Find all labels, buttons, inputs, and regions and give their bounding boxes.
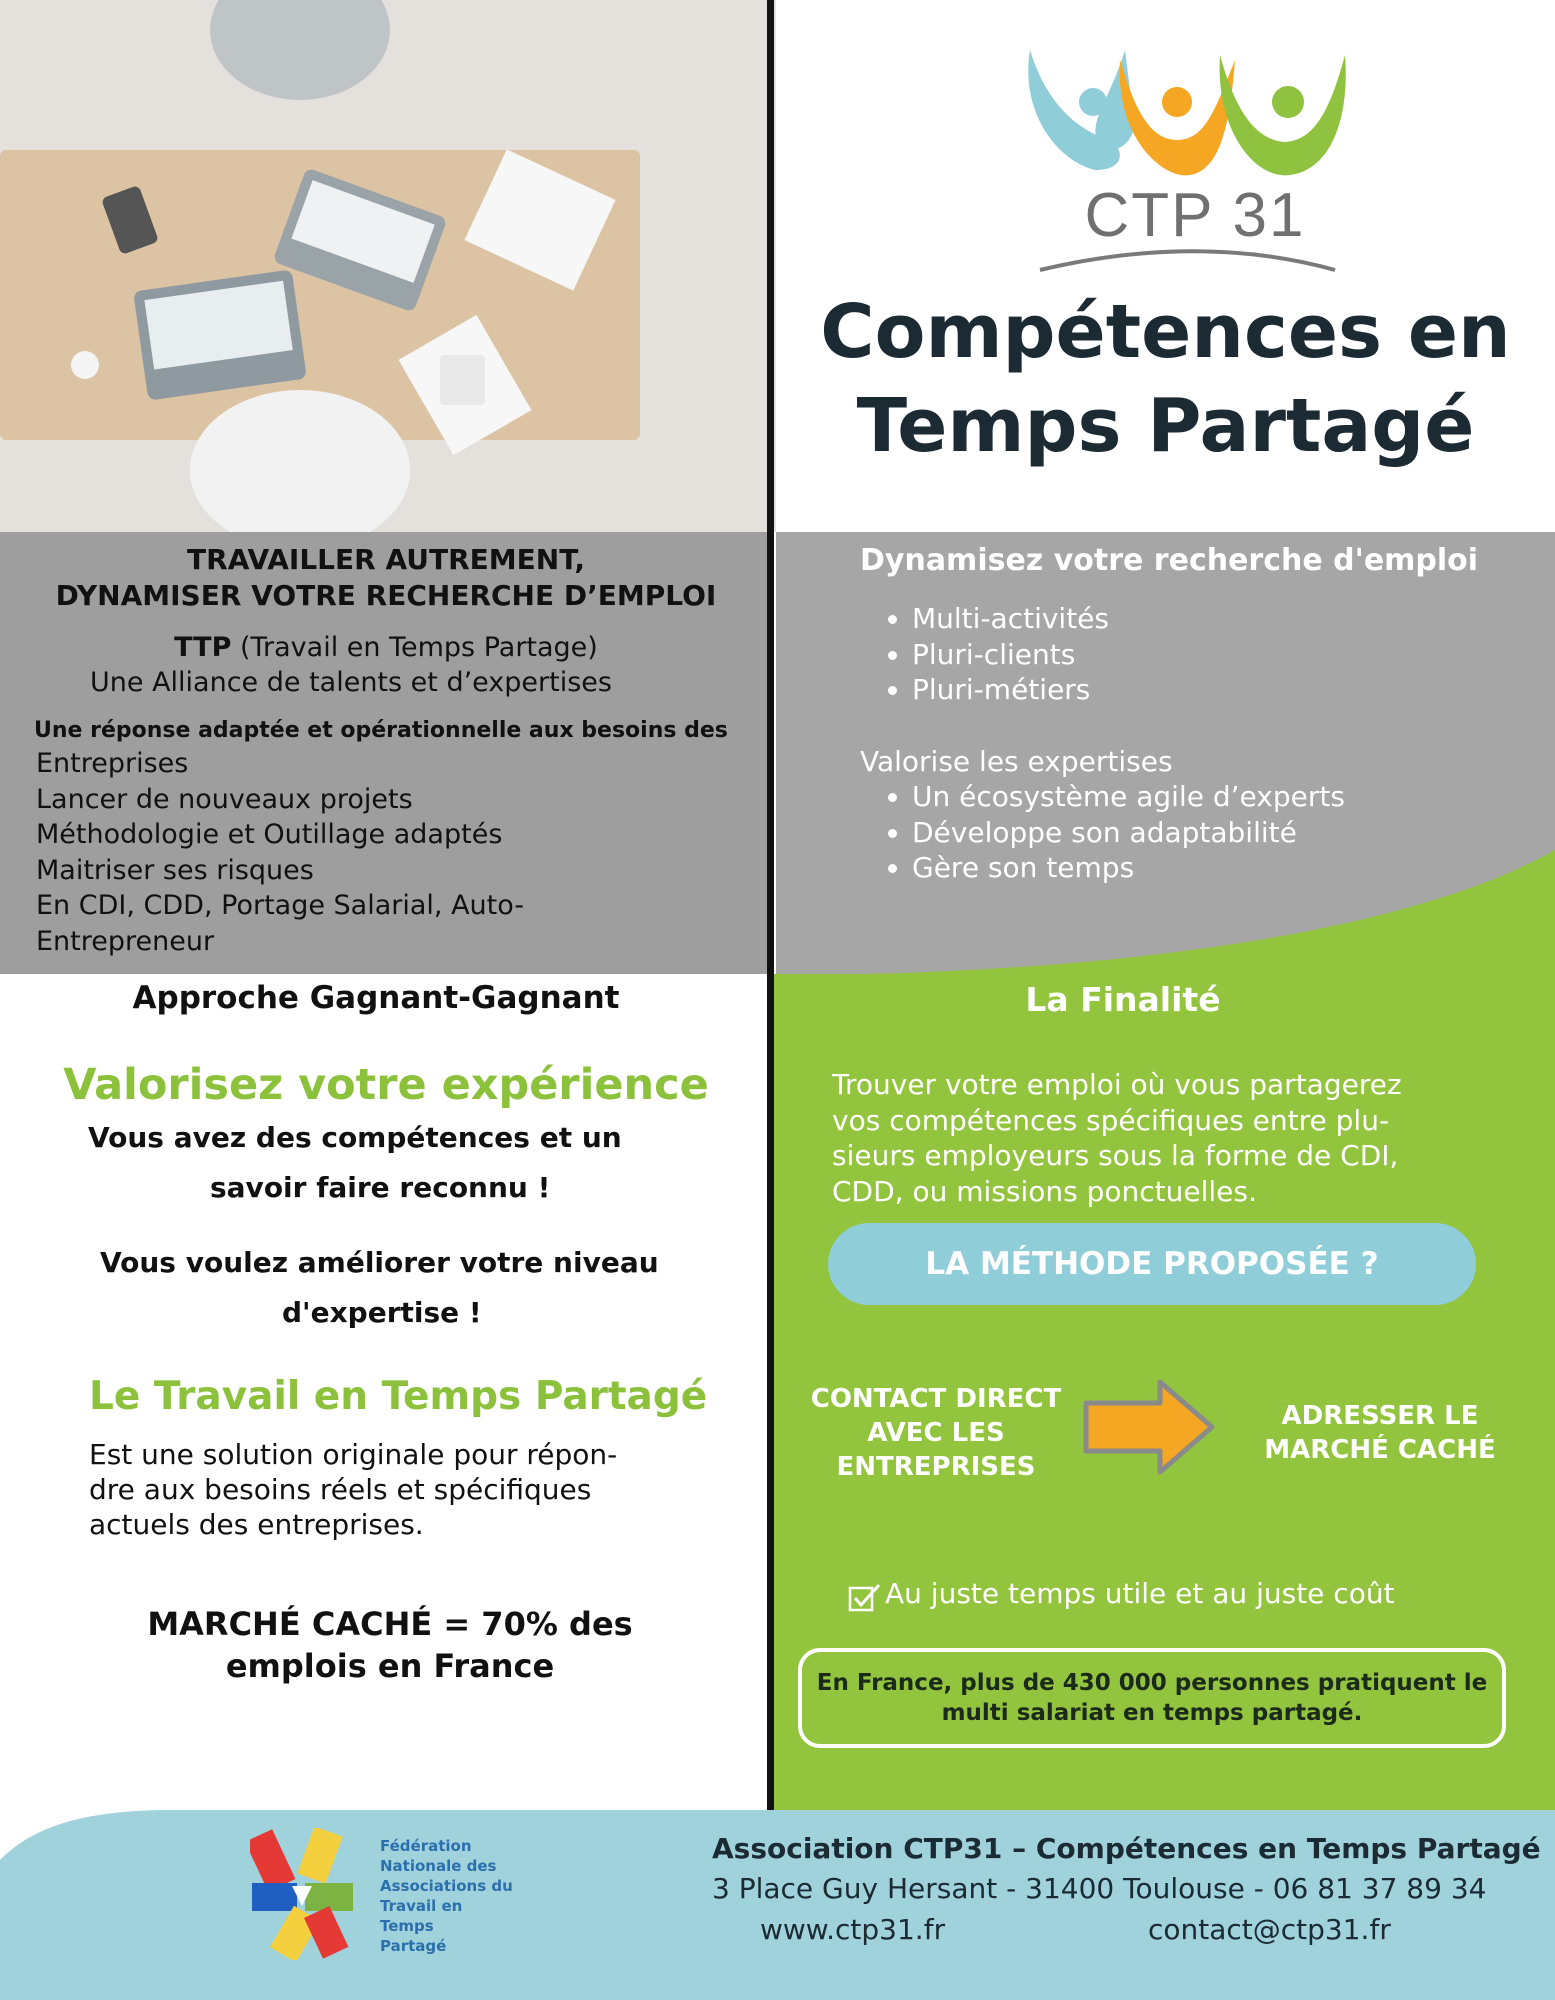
left-gray-list: [36, 746, 756, 959]
address-line: ADRESSER LE: [1281, 1401, 1479, 1431]
logo-text: CTP 31: [1084, 181, 1306, 250]
title-line-2: Temps Partagé: [856, 383, 1475, 469]
vertical-divider: [767, 0, 774, 1810]
ttp-body: [89, 1437, 739, 1542]
hidden-market-stat: [0, 1603, 780, 1687]
heading-line-1: TRAVAILLER AUTREMENT,: [187, 543, 585, 576]
alliance-text: Une Alliance de talents et d’expertises: [90, 667, 612, 698]
contact-line: AVEC LES: [867, 1418, 1005, 1448]
list-item: Méthodologie et Outillage adaptés: [36, 819, 503, 850]
stat-box: [798, 1648, 1506, 1748]
contact-line: CONTACT DIRECT: [810, 1384, 1062, 1414]
association-address: 3 Place Guy Hersant - 31400 Toulouse - 06 81 37 89 34: [712, 1872, 1487, 1905]
hidden-market-label: [1230, 1399, 1530, 1467]
right-bullets-2: [860, 779, 1555, 886]
list-item: • Gère son temps: [912, 850, 1555, 886]
checkbox-icon: [848, 1582, 882, 1612]
federation-line: Partagé: [380, 1937, 447, 1955]
list-item: Entreprises: [36, 748, 189, 779]
ttp-abbr: TTP: [174, 632, 232, 663]
method-button[interactable]: LA MÉTHODE PROPOSÉE ?: [828, 1223, 1476, 1305]
list-item: En CDI, CDD, Portage Salarial, Auto-: [36, 890, 525, 921]
finality-body: [832, 1067, 1532, 1209]
finality-line: sieurs employeurs sous la forme de CDI,: [832, 1139, 1399, 1172]
list-item: • Pluri-clients: [912, 637, 1552, 673]
list-item: • Un écosystème agile d’experts: [912, 779, 1555, 815]
right-subheading: Valorise les expertises: [860, 745, 1173, 778]
list-item: Entrepreneur: [36, 925, 215, 957]
list-item: • Pluri-métiers: [912, 672, 1552, 708]
left-gray-heading: [0, 542, 772, 614]
stat-line: multi salariat en temps partagé.: [941, 1700, 1363, 1726]
address-line: MARCHÉ CACHÉ: [1264, 1435, 1496, 1465]
approach-heading: Approche Gagnant-Gagnant: [132, 980, 620, 1016]
improve-line-2: d'expertise !: [282, 1296, 482, 1329]
list-item: Maitriser ses risques: [36, 854, 314, 886]
improve-line-1: Vous voulez améliorer votre niveau: [100, 1246, 659, 1279]
federation-name: [380, 1836, 550, 1956]
ttp-heading: Le Travail en Temps Partagé: [89, 1374, 708, 1419]
ttp-desc: (Travail en Temps Partage): [231, 632, 598, 663]
ctp31-logo: [1015, 30, 1365, 280]
skills-line-1: Vous avez des compétences et un: [88, 1121, 622, 1154]
federation-line: Fédération: [380, 1837, 472, 1855]
list-item: • Multi-activités: [912, 601, 1552, 637]
valorize-heading: Valorisez votre expérience: [63, 1060, 709, 1110]
ttp-body-line: dre aux besoins réels et spécifiques: [89, 1473, 592, 1506]
right-gray-heading: Dynamisez votre recherche d'emploi: [860, 543, 1479, 578]
footer-corner: [0, 1800, 220, 2000]
finality-line: vos compétences spécifiques entre plu-: [832, 1103, 1390, 1137]
response-text: Une réponse adaptée et opérationnelle aux besoins des: [34, 718, 728, 743]
ttp-body-line: Est une solution originale pour répon-: [89, 1438, 618, 1471]
page-title: [776, 285, 1555, 473]
finality-line: Trouver votre emploi où vous partagerez: [832, 1068, 1402, 1101]
ttp-body-line: actuels des entreprises.: [89, 1508, 424, 1541]
office-desk-photo: [0, 0, 776, 532]
contact-line: ENTREPRISES: [836, 1452, 1036, 1482]
arrow-right-icon: [1082, 1378, 1217, 1476]
email-link[interactable]: contact@ctp31.fr: [1148, 1913, 1391, 1946]
just-time-text: Au juste temps utile et au juste coût: [885, 1577, 1395, 1610]
right-bullets-1: [860, 601, 1552, 708]
federation-line: Associations du: [380, 1877, 513, 1895]
market-line-1: MARCHÉ CACHÉ = 70% des: [147, 1605, 633, 1643]
ttp-line: [0, 632, 772, 663]
federation-line: Travail en: [380, 1897, 463, 1915]
finality-line: CDD, ou missions ponctuelles.: [832, 1174, 1257, 1208]
list-item: • Développe son adaptabilité: [912, 815, 1555, 851]
finality-heading: La Finalité: [1025, 980, 1221, 1019]
federation-logo: [250, 1828, 355, 1960]
contact-direct-label: [796, 1382, 1076, 1484]
association-name: Association CTP31 – Compétences en Temps Partagé: [712, 1832, 1541, 1865]
heading-line-2: DYNAMISER VOTRE RECHERCHE D’EMPLOI: [55, 579, 717, 612]
website-link[interactable]: www.ctp31.fr: [760, 1913, 946, 1946]
title-line-1: Compétences en: [820, 289, 1511, 375]
market-line-2: emplois en France: [225, 1647, 555, 1685]
federation-line: Nationale des: [380, 1857, 497, 1875]
skills-line-2: savoir faire reconnu !: [210, 1171, 551, 1204]
list-item: Lancer de nouveaux projets: [36, 783, 413, 815]
federation-line: Temps: [380, 1917, 434, 1935]
stat-line: En France, plus de 430 000 personnes pratiquent le: [816, 1670, 1488, 1696]
